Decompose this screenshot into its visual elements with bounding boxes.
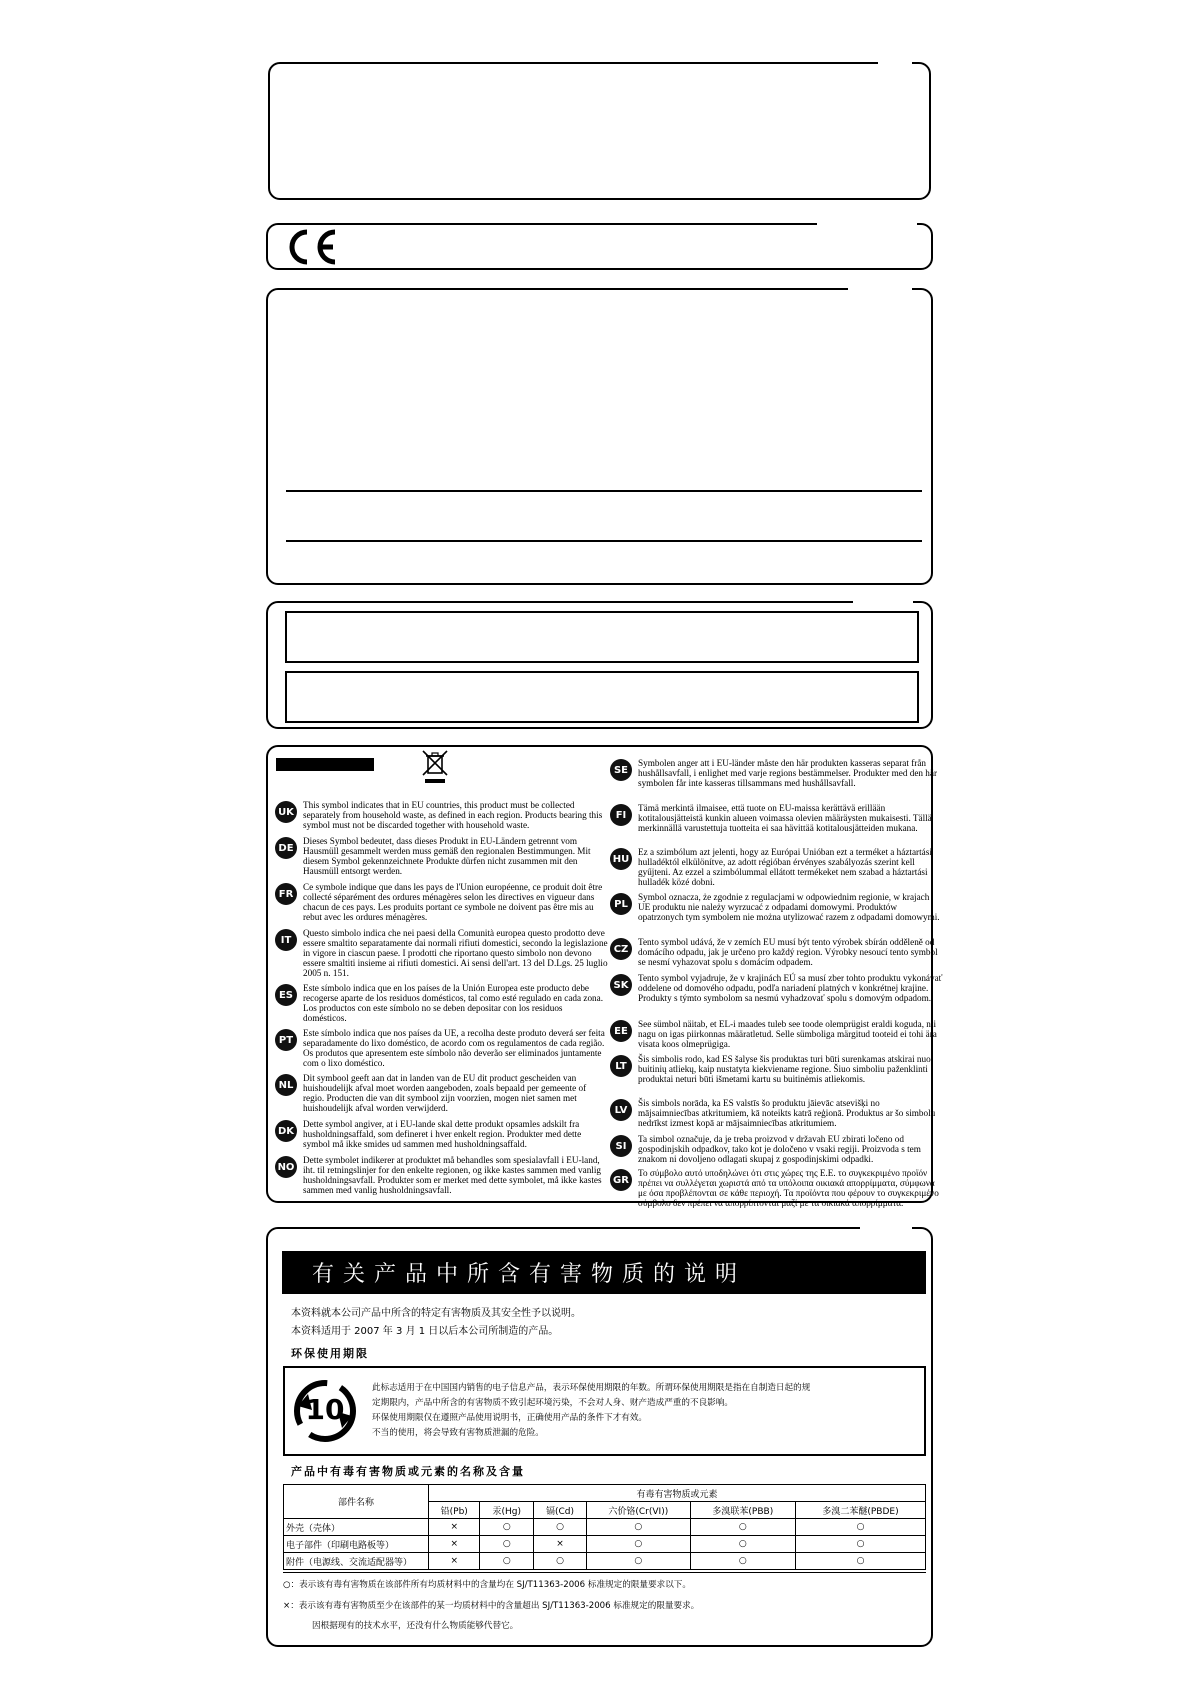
flag-badge: ES <box>275 984 297 1006</box>
cn-heading-env-period: 环保使用期限 <box>291 1347 369 1360</box>
table-row <box>284 1553 926 1570</box>
weee-item-sk <box>610 973 943 1003</box>
cell: ○ <box>795 1553 925 1570</box>
blank-line-1 <box>286 490 922 492</box>
col-element: 汞(Hg) <box>480 1502 534 1519</box>
weee-item-nl <box>275 1073 608 1113</box>
weee-text: Το σύμβολο αυτό υποδηλώνει ότι στις χώρες της Ε.Ε. το συγκεκριμένο προϊόν πρέπει να συλλέγεται χωριστά από τα υπόλοιπα οικιακά απορρίμματα, σύμφωνα με όσα προβλέπονται σε κάθε περιοχή. Τα προϊόντα που φέρουν το συγκεκριμένο σύμβολο δεν πρέπει να απορρίπτονται μαζί με τα οικιακά απορρίμματα. <box>638 1168 939 1208</box>
flag-badge: HU <box>610 848 632 870</box>
flag-badge: FR <box>275 883 297 905</box>
weee-text: Dieses Symbol bedeutet, dass dieses Produkt in EU-Ländern getrennt vom Hausmüll gesammelt werden muss gemäß den regionalen Bestimmungen. Mit diesem Symbol gekennzeichnete Produkte dürfen nicht zusammen mit den Hausmüll entsorgt werden. <box>303 836 591 876</box>
flag-badge: DK <box>275 1120 297 1142</box>
cell: ○ <box>534 1553 587 1570</box>
cell: ○ <box>690 1553 795 1570</box>
cn-intro-1: 本资料就本公司产品中所含的特定有害物质及其安全性予以说明。 <box>291 1308 581 1319</box>
weee-text: Tento symbol udává, že v zemích EU musí být tento výrobek sbírán odděleně od domácího odpadu, jak je určeno pro každý region. Výrobky nesoucí tento symbol se nesmí vyhazovat spolu s domácím odpadem. <box>638 937 938 967</box>
col-element: 镉(Cd) <box>534 1502 587 1519</box>
weee-text: Symbolen anger att i EU-länder måste den här produkten kasseras separat från hushållsavfall, i enlighet med varje regions bestämmelser. Produkter med den här symbolen får inte kasseras tillsammans med hushållsavfall. <box>638 758 938 788</box>
col-group: 有毒有害物质或元素 <box>429 1485 926 1502</box>
ce-mark-icon <box>283 228 343 266</box>
weee-item-fi <box>610 803 943 833</box>
weee-text: Tämä merkintä ilmaisee, että tuote on EU-maissa kerättävä erillään kotitalousjätteistä kunkin alueen voimassa olevien määräysten mukaisesti. Tällä merkinnällä varustettuja tuotteita ei saa hävittää kotitalousjätteiden mukana. <box>638 803 932 833</box>
cell: ○ <box>586 1536 690 1553</box>
blank-box-1 <box>268 62 931 200</box>
weee-item-pl <box>610 892 943 922</box>
table-row <box>284 1536 926 1553</box>
cell: × <box>429 1519 480 1536</box>
flag-badge: EE <box>610 1020 632 1042</box>
env-period-logo-number: 10 <box>305 1393 345 1426</box>
col-element: 多溴联苯(PBB) <box>690 1502 795 1519</box>
blank-inner-box-2 <box>285 671 919 723</box>
weee-title-bar <box>276 758 374 771</box>
weee-item-es <box>275 983 608 1023</box>
weee-item-ee <box>610 1019 943 1049</box>
weee-text: Este símbolo indica que en los países de la Unión Europea este producto debe recogerse aparte de los residuos domésticos, tal como esté regulado en cada zona. Los productos con este símbolo no se deben depositar con los residuos domésticos. <box>303 983 604 1023</box>
cell: × <box>429 1536 480 1553</box>
cell: ○ <box>586 1553 690 1570</box>
weee-text: Dette symbol angiver, at i EU-lande skal dette produkt opsamles adskilt fra husholdningsaffald, som defineret i hver enkelt region. Produkter med dette symbol må ikke smides ud sammen med husholdningsaffald. <box>303 1119 582 1149</box>
weee-text: Ta simbol označuje, da je treba proizvod v državah EU zbirati ločeno od gospodinjskih odpadkov, tako kot je določeno v vsaki regiji. Proizvoda s tem znakom ni dovoljeno odlagati skupaj z gospodinjskimi odpadki. <box>638 1134 921 1164</box>
flag-badge: GR <box>610 1169 632 1191</box>
col-element: 铅(Pb) <box>429 1502 480 1519</box>
flag-badge: FI <box>610 804 632 826</box>
weee-item-it <box>275 928 608 978</box>
weee-text: Este símbolo indica que nos países da UE, a recolha deste produto deverá ser feita separadamente do lixo doméstico, de acordo com os regulamentos de cada região. Os produtos que apresentem este símbolo não deverão ser eliminados juntamente com o lixo doméstico. <box>303 1028 605 1068</box>
env-period-line: 定期限内，产品中所含的有害物质不致引起环境污染，不会对人身、财产造成严重的不良影响。 <box>372 1398 733 1408</box>
weee-item-de <box>275 836 608 876</box>
table-row <box>284 1519 926 1536</box>
weee-text: This symbol indicates that in EU countries, this product must be collected separately from household waste, as defined in each region. Products bearing this symbol must not be discarded together with household waste. <box>303 800 603 830</box>
weee-item-no <box>275 1155 608 1195</box>
blank-inner-box-1 <box>285 611 919 663</box>
weee-item-lt <box>610 1054 943 1084</box>
cell: ○ <box>480 1553 534 1570</box>
weee-item-fr <box>275 882 608 922</box>
flag-badge: LT <box>610 1055 632 1077</box>
weee-text: Ce symbole indique que dans les pays de l'Union européenne, ce produit doit être collecté séparément des ordures ménagères selon les directives en vigueur dans chacun de ces pays. Les produits portant ce symbole ne doivent pas être mis au rebut avec les ordures ménagères. <box>303 882 603 922</box>
cell: ○ <box>795 1519 925 1536</box>
weee-item-hu <box>610 847 943 887</box>
cell: × <box>534 1536 587 1553</box>
weee-item-dk <box>275 1119 608 1149</box>
weee-item-pt <box>275 1028 608 1068</box>
col-part-name: 部件名称 <box>284 1485 429 1519</box>
flag-badge: DE <box>275 837 297 859</box>
flag-badge: LV <box>610 1099 632 1121</box>
weee-text: See sümbol näitab, et EL-i maades tuleb see toode olemprügist eraldi koguda, nii nagu on igas piirkonnas määratletud. Selle sümboliga märgitud tooteid ei tohi ära visata koos olmeprügiga. <box>638 1019 937 1049</box>
table-bottom-rule <box>283 1572 926 1573</box>
env-period-line: 不当的使用，将会导致有害物质泄漏的危险。 <box>372 1428 544 1438</box>
crossed-bin-icon <box>420 749 450 785</box>
col-element: 多溴二苯醚(PBDE) <box>795 1502 925 1519</box>
weee-text: Symbol oznacza, że zgodnie z regulacjami w odpowiednim regionie, w krajach UE produktu nie należy wyrzucać z odpadami domowymi. Produktów opatrzonych tym symbolem nie można utylizować razem z odpadami domowymi. <box>638 892 940 922</box>
flag-badge: SE <box>610 759 632 781</box>
ce-box <box>266 223 933 270</box>
cn-intro-2: 本资料适用于 2007 年 3 月 1 日以后本公司所制造的产品。 <box>291 1326 559 1337</box>
flag-badge: IT <box>275 929 297 951</box>
note-circle: ○：表示该有毒有害物质在该部件所有均质材料中的含量均在 SJ/T11363-2006 标准规定的限量要求以下。 <box>283 1580 691 1590</box>
weee-item-cz <box>610 937 943 967</box>
weee-text: Šis simbols norāda, ka ES valstīs šo produktu jāievāc atsevišķi no mājsaimniecības atkritumiem, kā noteikts katrā reģionā. Produktus ar šo simbolu nedrīkst izmest kopā ar mājsaimniecības atkritumiem. <box>638 1098 936 1128</box>
cell: ○ <box>534 1519 587 1536</box>
flag-badge: NL <box>275 1074 297 1096</box>
row-name: 电子部件（印刷电路板等） <box>284 1536 429 1553</box>
env-period-line: 此标志适用于在中国国内销售的电子信息产品，表示环保使用期限的年数。所谓环保使用期限是指在自制造日起的规 <box>372 1383 811 1393</box>
weee-item-si <box>610 1134 943 1164</box>
weee-item-se <box>610 758 943 788</box>
cell: ○ <box>480 1519 534 1536</box>
flag-badge: PL <box>610 893 632 915</box>
cell: ○ <box>480 1536 534 1553</box>
blank-line-2 <box>286 540 922 542</box>
flag-badge: NO <box>275 1156 297 1178</box>
cell: ○ <box>795 1536 925 1553</box>
env-period-text <box>372 1381 912 1441</box>
weee-item-lv <box>610 1098 943 1128</box>
weee-text: Dit symbool geeft aan dat in landen van de EU dit product gescheiden van huishoudelijk afval moet worden aangeboden, zoals bepaald per gemeente of regio. Producten die van dit symbool zijn voorzien, mogen niet samen met huishoudelijk afval worden verwijderd. <box>303 1073 587 1113</box>
flag-badge: SK <box>610 974 632 996</box>
flag-badge: UK <box>275 801 297 823</box>
col-element: 六价铬(Cr(VI)) <box>586 1502 690 1519</box>
weee-item-gr <box>610 1168 943 1208</box>
cell: ○ <box>690 1536 795 1553</box>
flag-badge: PT <box>275 1029 297 1051</box>
cn-heading-substances: 产品中有毒有害物质或元素的名称及含量 <box>291 1465 525 1478</box>
cell: ○ <box>690 1519 795 1536</box>
weee-text: Questo simbolo indica che nei paesi della Comunità europea questo prodotto deve essere smaltito separatamente dai normali rifiuti domestici, secondo la legislazione in vigore in ciascun paese. I prodotti che riportano questo simbolo non devono essere smaltiti insieme ai rifiuti domestici. Ai sensi dell'art. 13 del D.Lgs. 25 luglio 2005 n. 151. <box>303 928 608 978</box>
weee-item-uk <box>275 800 608 830</box>
row-name: 外壳（壳体） <box>284 1519 429 1536</box>
weee-text: Šis simbolis rodo, kad ES šalyse šis produktas turi būti surenkamas atskirai nuo buitinių atliekų, kaip nustatyta kiekviename regione. Šiuo simboliu paženklinti produktai neturi būti išmetami kartu su buitinėmis atliekomis. <box>638 1054 931 1084</box>
flag-badge: CZ <box>610 938 632 960</box>
weee-text: Dette symbolet indikerer at produktet må behandles som spesialavfall i EU-land, iht. til retningslinjer for den enkelte regionen, og ikke kastes sammen med vanlig husholdningsavfall. Produkter som er merket med dette symbolet, må ikke kastes sammen med vanlig husholdningsavfall. <box>303 1155 602 1195</box>
cell: ○ <box>586 1519 690 1536</box>
env-period-line: 环保使用期限仅在遵照产品使用说明书，正确使用产品的条件下才有效。 <box>372 1413 648 1423</box>
flag-badge: SI <box>610 1135 632 1157</box>
cn-title: 有关产品中所含有害物质的说明 <box>282 1251 926 1294</box>
weee-text: Tento symbol vyjadruje, že v krajinách EÚ sa musí zber tohto produktu vykonávať oddelene od domového odpadu, podľa nariadení platných v konkrétnej krajine. Produkty s týmto symbolom sa nesmú vyhadzovať spolu s domovým odpadom. <box>638 973 943 1003</box>
note-cross: ×：表示该有毒有害物质至少在该部件的某一均质材料中的含量超出 SJ/T11363-2006 标准规定的限量要求。 <box>283 1601 700 1611</box>
row-name: 附件（电源线、交流适配器等） <box>284 1553 429 1570</box>
note-reason: 因根据现有的技术水平，还没有什么物质能够代替它。 <box>312 1621 519 1631</box>
weee-text: Ez a szimbólum azt jelenti, hogy az Európai Unióban ezt a terméket a háztartási hulladéktól elkülönítve, az adott régióban érvényes szabályozás szerint kell gyűjteni. Az ezzel a szimbólummal ellátott termékeket nem szabad a háztartási hulladék közé dobni. <box>638 847 932 887</box>
substance-table <box>283 1484 926 1570</box>
cell: × <box>429 1553 480 1570</box>
